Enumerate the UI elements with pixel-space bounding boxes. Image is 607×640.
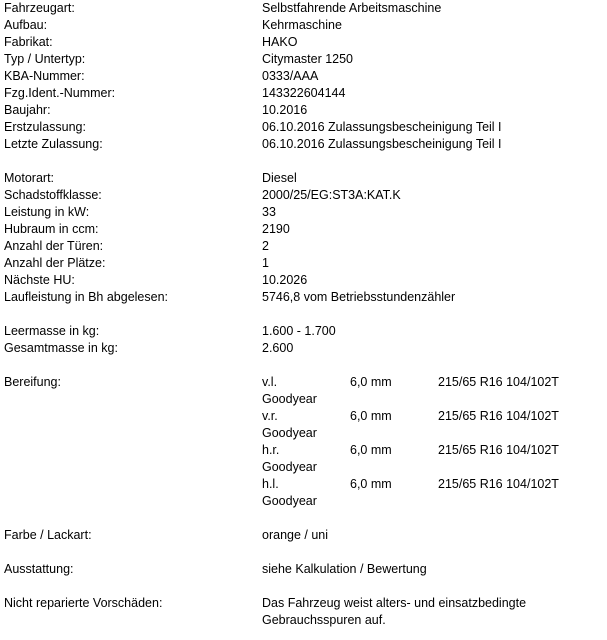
tyre-row (262, 374, 607, 391)
data-row (0, 85, 607, 102)
row-value: siehe Kalkulation / Bewertung (262, 562, 427, 576)
damage-line: Das Fahrzeug weist alters- und einsatzbedingte (262, 596, 527, 610)
data-row (0, 204, 607, 221)
row-label: Letzte Zulassung: (4, 137, 103, 151)
row-value: orange / uni (262, 528, 329, 542)
section-colour (0, 527, 607, 544)
tyre-size-spec: 215/65 R16 104/102T (438, 443, 559, 457)
tyre-brand: Goodyear (262, 426, 317, 440)
data-row (0, 102, 607, 119)
row-value: 2 (262, 239, 269, 253)
section-divider (0, 357, 607, 374)
tyre-position: v.l. (262, 375, 278, 389)
row-value: 143322604144 (262, 86, 346, 100)
row-label: Laufleistung in Bh abgelesen: (4, 290, 169, 304)
data-row (0, 340, 607, 357)
data-row (0, 136, 607, 153)
section-divider (0, 544, 607, 561)
row-label: Farbe / Lackart: (4, 528, 92, 542)
row-label: Baujahr: (4, 103, 51, 117)
section-tyres (0, 374, 607, 510)
row-label: Leermasse in kg: (4, 324, 100, 338)
row-label: Ausstattung: (4, 562, 74, 576)
data-row (0, 221, 607, 238)
row-value: Kehrmaschine (262, 18, 342, 32)
data-row (0, 34, 607, 51)
row-value: 0333/AAA (262, 69, 319, 83)
section-equipment (0, 561, 607, 578)
tyre-row (262, 476, 607, 493)
row-value (262, 595, 607, 629)
row-label: Typ / Untertyp: (4, 52, 86, 66)
row-label: Nicht reparierte Vorschäden: (4, 596, 163, 610)
section-divider (0, 510, 607, 527)
row-label: Aufbau: (4, 18, 48, 32)
tyre-size-spec: 215/65 R16 104/102T (438, 409, 559, 423)
row-value: 2190 (262, 222, 290, 236)
row-label: Fzg.Ident.-Nummer: (4, 86, 116, 100)
row-value: Diesel (262, 171, 297, 185)
data-row (0, 289, 607, 306)
tyre-position: h.l. (262, 477, 279, 491)
row-value: 06.10.2016 Zulassungsbescheinigung Teil I (262, 137, 502, 151)
row-label: Nächste HU: (4, 273, 75, 287)
data-row (0, 255, 607, 272)
data-row (0, 170, 607, 187)
row-value: 2000/25/EG:ST3A:KAT.K (262, 188, 401, 202)
tyre-position: h.r. (262, 443, 280, 457)
tyre-tread-depth: 6,0 mm (350, 477, 392, 491)
section-masses (0, 323, 607, 357)
tyres-label: Bereifung: (4, 375, 61, 389)
section-divider (0, 306, 607, 323)
section-vehicle-identity (0, 0, 607, 153)
row-value: 1 (262, 256, 269, 270)
tyre-size-spec: 215/65 R16 104/102T (438, 375, 559, 389)
row-value: Selbstfahrende Arbeitsmaschine (262, 1, 442, 15)
tyre-brand: Goodyear (262, 392, 317, 406)
data-row (0, 17, 607, 34)
data-row (0, 0, 607, 17)
data-row (0, 187, 607, 204)
row-label: Hubraum in ccm: (4, 222, 99, 236)
row-label: Anzahl der Plätze: (4, 256, 106, 270)
data-row (0, 119, 607, 136)
row-label: Erstzulassung: (4, 120, 86, 134)
data-row (0, 323, 607, 340)
tyre-brand: Goodyear (262, 460, 317, 474)
row-value: Citymaster 1250 (262, 52, 354, 66)
section-unrepaired-damage (0, 595, 607, 629)
tyre-tread-depth: 6,0 mm (350, 375, 392, 389)
section-engine-technical (0, 170, 607, 306)
tyre-tread-depth: 6,0 mm (350, 409, 392, 423)
tyre-row (262, 408, 607, 425)
damage-line: Gebrauchsspuren auf. (262, 613, 386, 627)
data-row (0, 51, 607, 68)
row-value: 33 (262, 205, 276, 219)
section-divider (0, 578, 607, 595)
tyres-table (262, 374, 607, 510)
tyre-row (262, 442, 607, 459)
row-value: 06.10.2016 Zulassungsbescheinigung Teil I (262, 120, 502, 134)
tyre-tread-depth: 6,0 mm (350, 443, 392, 457)
row-value: 10.2016 (262, 103, 308, 117)
row-label: Leistung in kW: (4, 205, 90, 219)
row-label: Fahrzeugart: (4, 1, 75, 15)
row-value: 10.2026 (262, 273, 308, 287)
row-label: Schadstoffklasse: (4, 188, 102, 202)
row-value: HAKO (262, 35, 298, 49)
data-row (0, 272, 607, 289)
row-value: 1.600 - 1.700 (262, 324, 336, 338)
data-row (0, 68, 607, 85)
tyre-size-spec: 215/65 R16 104/102T (438, 477, 559, 491)
row-label: Fabrikat: (4, 35, 53, 49)
row-label: Anzahl der Türen: (4, 239, 104, 253)
row-label: KBA-Nummer: (4, 69, 85, 83)
tyre-brand: Goodyear (262, 494, 317, 508)
data-row (0, 238, 607, 255)
row-label: Gesamtmasse in kg: (4, 341, 118, 355)
row-label: Motorart: (4, 171, 55, 185)
section-divider (0, 153, 607, 170)
row-value: 2.600 (262, 341, 294, 355)
tyre-position: v.r. (262, 409, 278, 423)
row-value: 5746,8 vom Betriebsstundenzähler (262, 290, 456, 304)
